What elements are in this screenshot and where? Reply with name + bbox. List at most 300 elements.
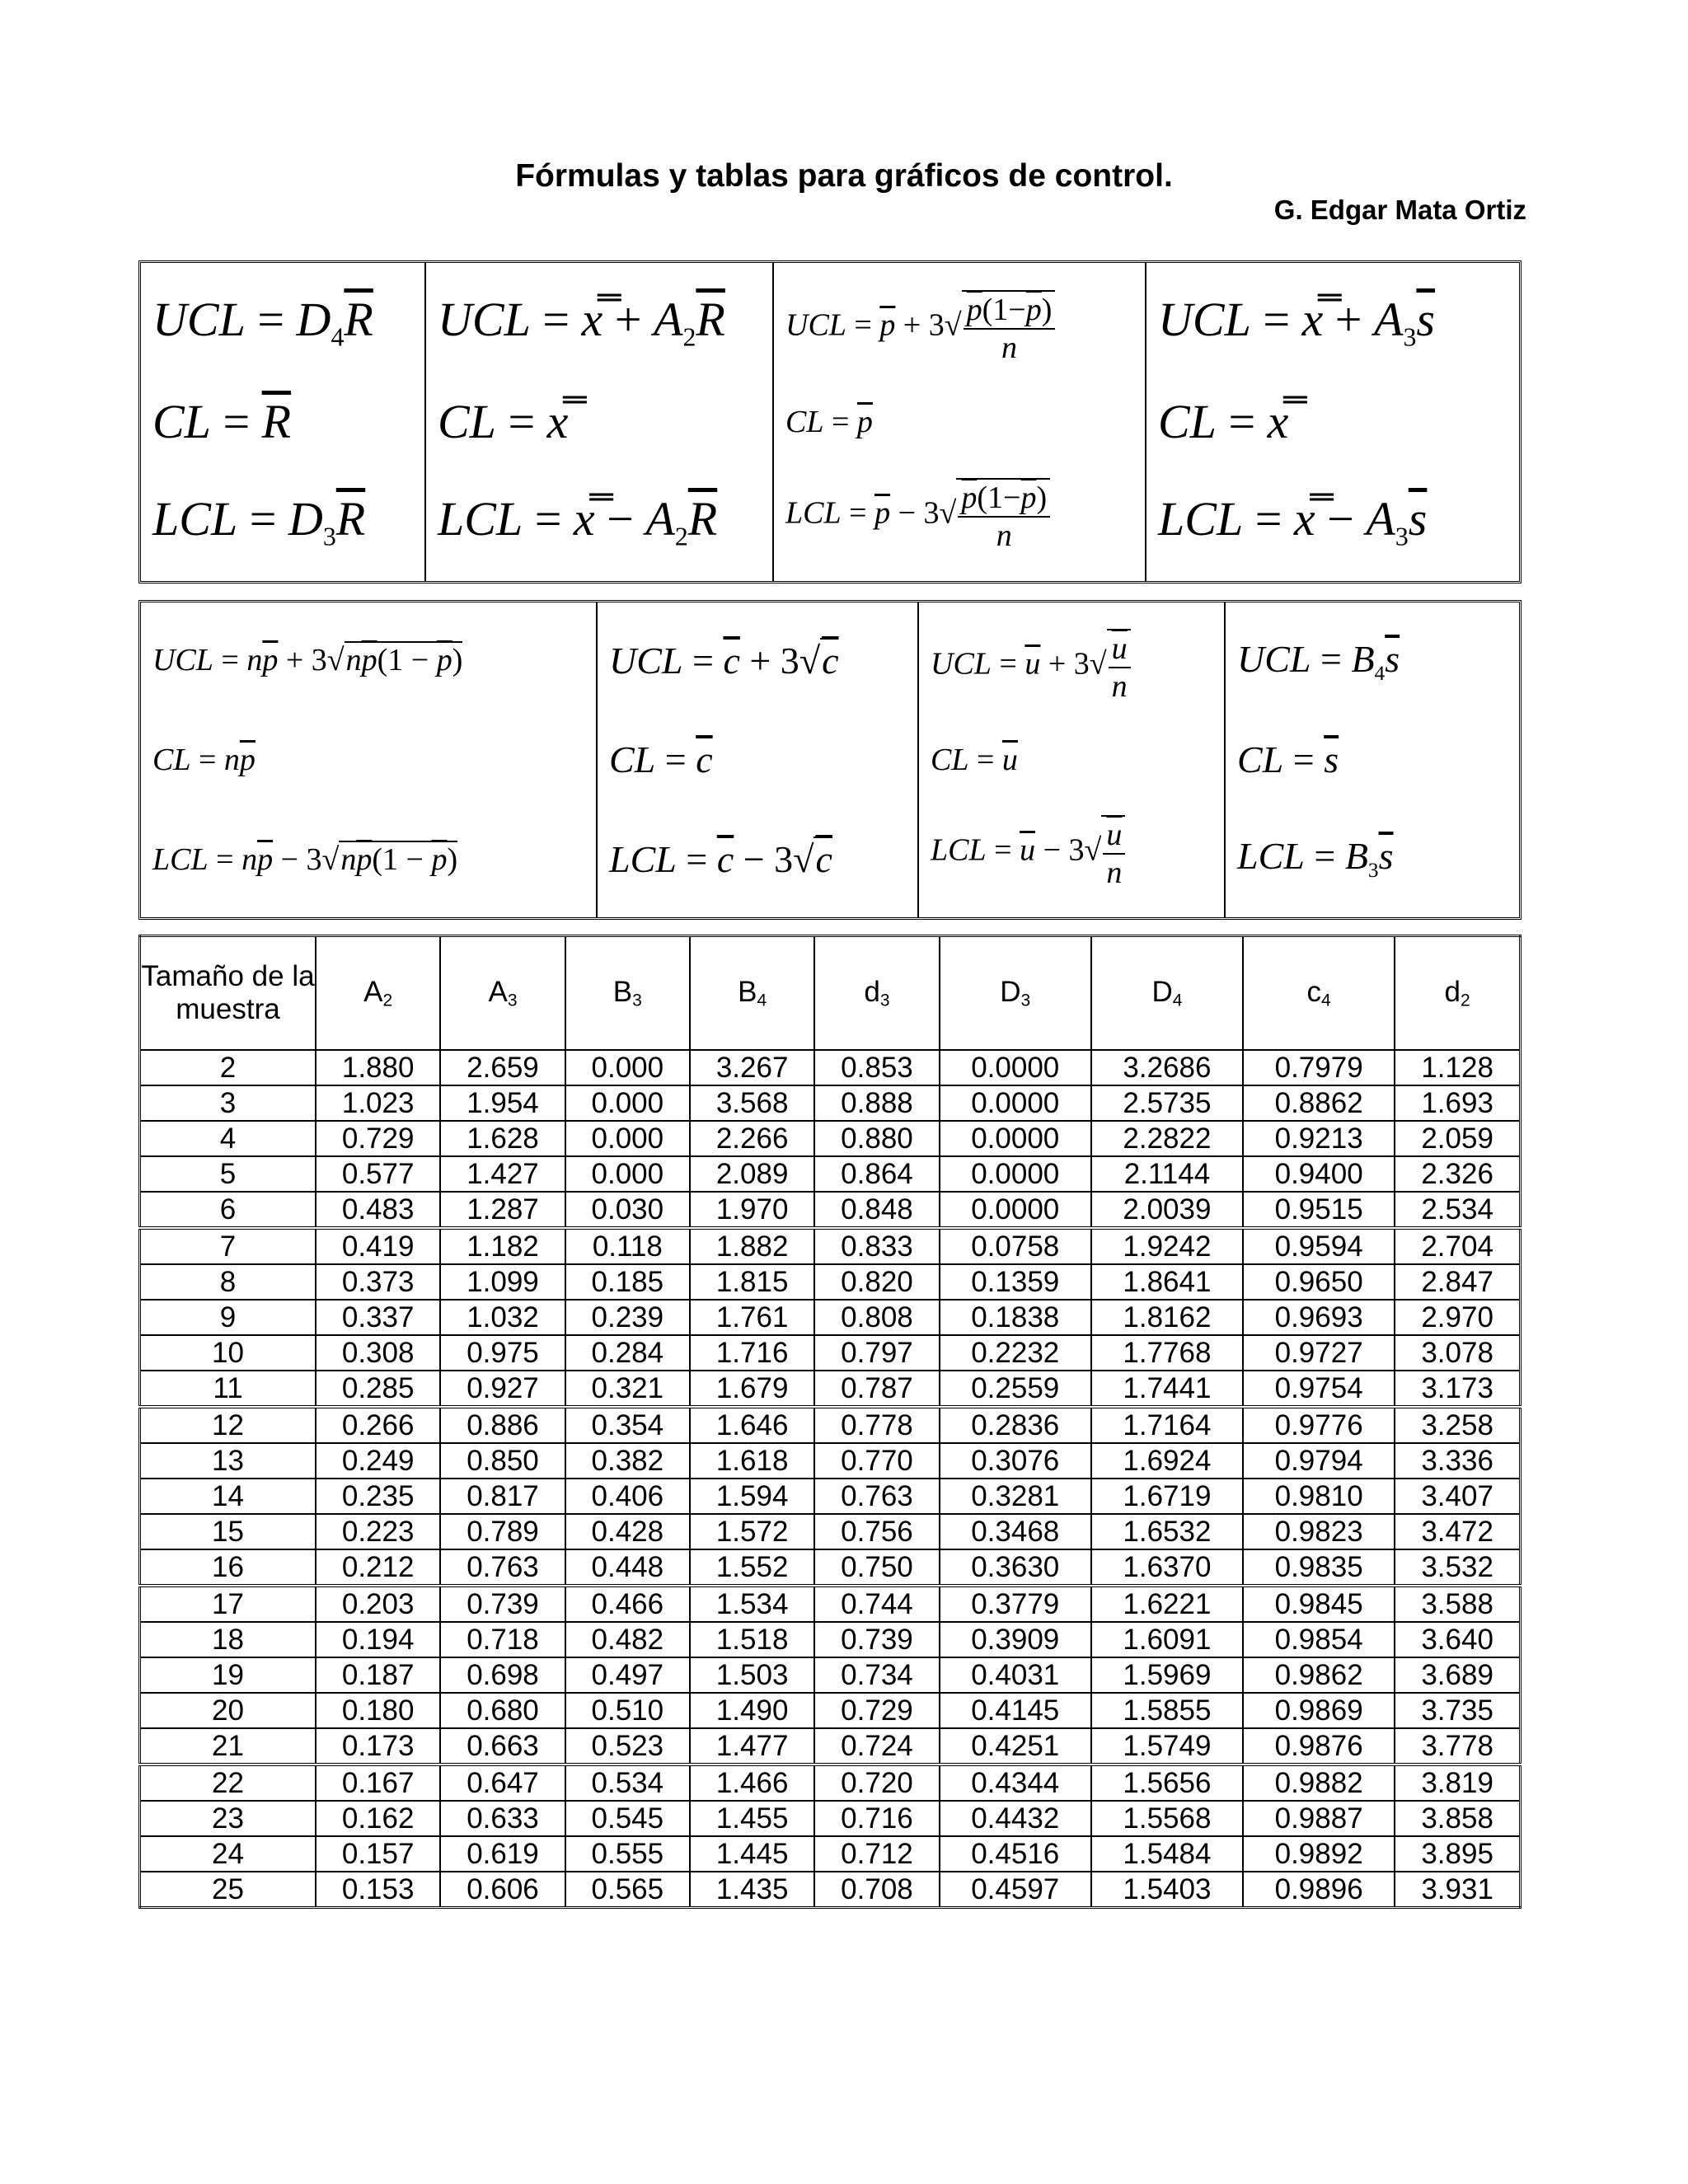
author-name: G. Edgar Mata Ortiz [1273, 194, 1526, 225]
cell-d4: 1.8162 [1091, 1300, 1243, 1335]
cell-c4: 0.7979 [1243, 1050, 1395, 1085]
cell-sample-size: 20 [140, 1693, 316, 1728]
cell-sample-size: 5 [140, 1156, 316, 1192]
cell-a3: 0.739 [440, 1586, 565, 1622]
cell-c4: 0.9869 [1243, 1693, 1395, 1728]
cell-c4: 0.9754 [1243, 1371, 1395, 1407]
cell-a2: 0.173 [316, 1728, 440, 1765]
formula-xbar-r-chart [426, 263, 774, 581]
table-row [140, 1121, 1521, 1156]
cell-d3-upper: 0.2836 [940, 1407, 1091, 1443]
cell-d4: 1.6924 [1091, 1443, 1243, 1479]
table-row [140, 1693, 1521, 1728]
formula-ucl: UCL = $\overline{c} + 3√c$ [609, 639, 839, 682]
cell-b4: 1.679 [690, 1371, 814, 1407]
cell-d3-upper: 0.1359 [940, 1264, 1091, 1300]
formula-lcl: LCL = x̿ − $A_2\overline{R}$ [438, 492, 718, 551]
cell-sample-size: 8 [140, 1264, 316, 1300]
cell-b4: 3.568 [690, 1085, 814, 1121]
cell-a2: 0.483 [316, 1192, 440, 1228]
cell-sample-size: 24 [140, 1836, 316, 1872]
cell-b3: 0.185 [565, 1264, 690, 1300]
cell-sample-size: 15 [140, 1514, 316, 1549]
cell-a3: 1.032 [440, 1300, 565, 1335]
cell-d4: 2.1144 [1091, 1156, 1243, 1192]
formula-lcl: LCL = $B_3\overline{s}$ [1237, 835, 1394, 883]
cell-sample-size: 19 [140, 1657, 316, 1693]
cell-b4: 1.455 [690, 1801, 814, 1836]
cell-d3-upper: 0.3468 [940, 1514, 1091, 1549]
cell-a3: 1.287 [440, 1192, 565, 1228]
cell-sample-size: 25 [140, 1872, 316, 1908]
cell-a3: 0.606 [440, 1872, 565, 1908]
cell-d3-upper: 0.3281 [940, 1479, 1091, 1514]
cell-b3: 0.428 [565, 1514, 690, 1549]
cell-a2: 0.419 [316, 1228, 440, 1264]
cell-d4: 2.2822 [1091, 1121, 1243, 1156]
cell-a3: 0.886 [440, 1407, 565, 1443]
cell-sample-size: 2 [140, 1050, 316, 1085]
cell-a3: 0.633 [440, 1801, 565, 1836]
cell-sample-size: 13 [140, 1443, 316, 1479]
cell-a3: 1.182 [440, 1228, 565, 1264]
table-row [140, 1765, 1521, 1801]
table-row [140, 1728, 1521, 1765]
cell-a2: 1.023 [316, 1085, 440, 1121]
cell-d2: 2.534 [1395, 1192, 1520, 1228]
cell-d3-lower: 0.744 [814, 1586, 939, 1622]
cell-a2: 1.880 [316, 1050, 440, 1085]
cell-d2: 2.704 [1395, 1228, 1520, 1264]
cell-b4: 1.815 [690, 1264, 814, 1300]
cell-d3-upper: 0.2559 [940, 1371, 1091, 1407]
header-d3-lower: d3 [814, 936, 939, 1051]
formula-r-chart [141, 263, 426, 581]
cell-a2: 0.157 [316, 1836, 440, 1872]
cell-d3-lower: 0.853 [814, 1050, 939, 1085]
cell-d3-upper: 0.4597 [940, 1872, 1091, 1908]
cell-b4: 1.534 [690, 1586, 814, 1622]
cell-c4: 0.9213 [1243, 1121, 1395, 1156]
cell-d3-lower: 0.797 [814, 1335, 939, 1371]
formula-ucl: UCL = $\overline{p} + 3√$ $\frac{p(1-\overline{p})}{n}$ [785, 290, 1133, 366]
cell-d2: 3.407 [1395, 1479, 1520, 1514]
cell-a3: 0.817 [440, 1479, 565, 1514]
header-d4: D4 [1091, 936, 1243, 1051]
formula-cl: CL = $n\overline{p}$ [152, 742, 256, 777]
cell-a2: 0.235 [316, 1479, 440, 1514]
cell-a3: 1.628 [440, 1121, 565, 1156]
cell-b4: 1.572 [690, 1514, 814, 1549]
cell-b3: 0.000 [565, 1121, 690, 1156]
table-row [140, 1514, 1521, 1549]
formula-ucl: UCL = $B_4\overline{s}$ [1237, 637, 1400, 685]
cell-d2: 2.326 [1395, 1156, 1520, 1192]
table-row [140, 1443, 1521, 1479]
cell-d3-upper: 0.3779 [940, 1586, 1091, 1622]
cell-b4: 1.435 [690, 1872, 814, 1908]
cell-c4: 0.9887 [1243, 1801, 1395, 1836]
cell-d3-upper: 0.4344 [940, 1765, 1091, 1801]
cell-d3-lower: 0.888 [814, 1085, 939, 1121]
formula-lcl: LCL = $\overline{p} - 3√$ $\frac{p(1-\overline{p})}{n}$ [785, 478, 1133, 554]
formula-lcl: LCL = $D_3\overline{R}$ [152, 492, 366, 551]
formula-np-chart [141, 602, 598, 917]
cell-a3: 0.850 [440, 1443, 565, 1479]
formula-xbar-s-chart [1146, 263, 1519, 581]
cell-d3-lower: 0.820 [814, 1264, 939, 1300]
formula-ucl: UCL = $n\overline{p} + 3√n\overline{p}(1 - \overline{p})$ [152, 643, 463, 678]
cell-a2: 0.180 [316, 1693, 440, 1728]
cell-sample-size: 9 [140, 1300, 316, 1335]
table-row [140, 1050, 1521, 1085]
cell-a2: 0.223 [316, 1514, 440, 1549]
formula-cl: CL = $\overline{s}$ [1237, 738, 1339, 781]
cell-a3: 0.763 [440, 1549, 565, 1586]
cell-c4: 0.9896 [1243, 1872, 1395, 1908]
cell-d4: 1.5855 [1091, 1693, 1243, 1728]
cell-b3: 0.284 [565, 1335, 690, 1371]
header-a2: A2 [316, 936, 440, 1051]
formula-ucl: UCL = $\overline{u} + 3√$ $\frac{u}{n}$ [931, 629, 1212, 705]
cell-b3: 0.354 [565, 1407, 690, 1443]
cell-d3-upper: 0.0000 [940, 1156, 1091, 1192]
cell-d4: 1.5656 [1091, 1765, 1243, 1801]
cell-a3: 0.975 [440, 1335, 565, 1371]
cell-b4: 1.970 [690, 1192, 814, 1228]
cell-c4: 0.9515 [1243, 1192, 1395, 1228]
cell-d4: 1.5568 [1091, 1801, 1243, 1836]
cell-d3-upper: 0.1838 [940, 1300, 1091, 1335]
cell-d4: 1.7441 [1091, 1371, 1243, 1407]
cell-d4: 1.6091 [1091, 1622, 1243, 1657]
cell-b3: 0.321 [565, 1371, 690, 1407]
cell-b3: 0.239 [565, 1300, 690, 1335]
cell-a2: 0.187 [316, 1657, 440, 1693]
table-row [140, 1371, 1521, 1407]
cell-b4: 1.618 [690, 1443, 814, 1479]
table-row [140, 1479, 1521, 1514]
cell-c4: 0.9650 [1243, 1264, 1395, 1300]
cell-sample-size: 7 [140, 1228, 316, 1264]
cell-c4: 0.9776 [1243, 1407, 1395, 1443]
cell-b4: 1.466 [690, 1765, 814, 1801]
cell-sample-size: 17 [140, 1586, 316, 1622]
cell-a2: 0.373 [316, 1264, 440, 1300]
cell-d4: 1.8641 [1091, 1264, 1243, 1300]
cell-d3-lower: 0.720 [814, 1765, 939, 1801]
cell-d2: 3.173 [1395, 1371, 1520, 1407]
cell-b4: 1.882 [690, 1228, 814, 1264]
cell-c4: 0.9876 [1243, 1728, 1395, 1765]
cell-a3: 0.680 [440, 1693, 565, 1728]
cell-d3-lower: 0.787 [814, 1371, 939, 1407]
cell-c4: 0.9693 [1243, 1300, 1395, 1335]
cell-d3-lower: 0.750 [814, 1549, 939, 1586]
cell-d4: 3.2686 [1091, 1050, 1243, 1085]
cell-d3-lower: 0.848 [814, 1192, 939, 1228]
cell-d3-lower: 0.808 [814, 1300, 939, 1335]
table-row [140, 1801, 1521, 1836]
cell-c4: 0.9794 [1243, 1443, 1395, 1479]
cell-d3-lower: 0.724 [814, 1728, 939, 1765]
cell-a3: 0.698 [440, 1657, 565, 1693]
cell-a2: 0.266 [316, 1407, 440, 1443]
cell-b3: 0.497 [565, 1657, 690, 1693]
cell-d4: 1.9242 [1091, 1228, 1243, 1264]
cell-b4: 1.477 [690, 1728, 814, 1765]
cell-d3-lower: 0.763 [814, 1479, 939, 1514]
cell-sample-size: 22 [140, 1765, 316, 1801]
cell-d3-upper: 0.3909 [940, 1622, 1091, 1657]
cell-b4: 1.490 [690, 1693, 814, 1728]
formula-s-chart [1226, 602, 1519, 917]
cell-b4: 1.716 [690, 1335, 814, 1371]
cell-a2: 0.249 [316, 1443, 440, 1479]
cell-a2: 0.194 [316, 1622, 440, 1657]
cell-b4: 1.552 [690, 1549, 814, 1586]
cell-d2: 3.078 [1395, 1335, 1520, 1371]
cell-d3-upper: 0.4145 [940, 1693, 1091, 1728]
cell-b4: 1.445 [690, 1836, 814, 1872]
cell-d2: 2.059 [1395, 1121, 1520, 1156]
cell-sample-size: 12 [140, 1407, 316, 1443]
cell-d4: 1.5403 [1091, 1872, 1243, 1908]
cell-c4: 0.9892 [1243, 1836, 1395, 1872]
table-row [140, 1872, 1521, 1908]
cell-b4: 2.089 [690, 1156, 814, 1192]
cell-b4: 1.594 [690, 1479, 814, 1514]
cell-d3-upper: 0.4031 [940, 1657, 1091, 1693]
cell-a3: 1.954 [440, 1085, 565, 1121]
cell-sample-size: 18 [140, 1622, 316, 1657]
cell-c4: 0.9835 [1243, 1549, 1395, 1586]
cell-b3: 0.448 [565, 1549, 690, 1586]
cell-d2: 3.735 [1395, 1693, 1520, 1728]
cell-c4: 0.9845 [1243, 1586, 1395, 1622]
cell-sample-size: 23 [140, 1801, 316, 1836]
formula-p-chart [774, 263, 1146, 581]
cell-d3-lower: 0.708 [814, 1872, 939, 1908]
cell-b3: 0.523 [565, 1728, 690, 1765]
cell-c4: 0.9854 [1243, 1622, 1395, 1657]
cell-d2: 2.847 [1395, 1264, 1520, 1300]
cell-c4: 0.9400 [1243, 1156, 1395, 1192]
formula-cl: CL = x̿ [438, 395, 569, 449]
table-row [140, 1264, 1521, 1300]
cell-d3-lower: 0.880 [814, 1121, 939, 1156]
cell-d2: 1.128 [1395, 1050, 1520, 1085]
cell-d3-upper: 0.3076 [940, 1443, 1091, 1479]
formula-cl: CL = $\overline{u}$ [931, 742, 1018, 777]
cell-d3-upper: 0.2232 [940, 1335, 1091, 1371]
cell-b3: 0.000 [565, 1050, 690, 1085]
table-row [140, 1085, 1521, 1121]
formula-cl: CL = x̿ [1158, 395, 1289, 449]
cell-c4: 0.9594 [1243, 1228, 1395, 1264]
cell-a3: 1.427 [440, 1156, 565, 1192]
formula-lcl: LCL = $\overline{u} - 3√$ $\frac{u}{n}$ [931, 815, 1212, 891]
cell-d3-lower: 0.770 [814, 1443, 939, 1479]
cell-d3-upper: 0.4432 [940, 1801, 1091, 1836]
cell-d3-upper: 0.3630 [940, 1549, 1091, 1586]
formula-box-variables [138, 260, 1522, 583]
cell-d3-upper: 0.0000 [940, 1121, 1091, 1156]
formula-u-chart [919, 602, 1226, 917]
cell-a2: 0.203 [316, 1586, 440, 1622]
cell-d4: 2.0039 [1091, 1192, 1243, 1228]
table-row [140, 1836, 1521, 1872]
cell-d4: 1.7768 [1091, 1335, 1243, 1371]
cell-a2: 0.308 [316, 1335, 440, 1371]
cell-d2: 3.472 [1395, 1514, 1520, 1549]
cell-b3: 0.406 [565, 1479, 690, 1514]
cell-c4: 0.9882 [1243, 1765, 1395, 1801]
cell-a3: 1.099 [440, 1264, 565, 1300]
cell-d3-upper: 0.0000 [940, 1050, 1091, 1085]
cell-b4: 1.518 [690, 1622, 814, 1657]
cell-a3: 0.647 [440, 1765, 565, 1801]
header-b3: B3 [565, 936, 690, 1051]
table-row [140, 1657, 1521, 1693]
cell-d2: 3.532 [1395, 1549, 1520, 1586]
cell-b4: 2.266 [690, 1121, 814, 1156]
cell-a2: 0.337 [316, 1300, 440, 1335]
table-row [140, 1156, 1521, 1192]
cell-d2: 3.858 [1395, 1801, 1520, 1836]
cell-a3: 2.659 [440, 1050, 565, 1085]
cell-a3: 0.718 [440, 1622, 565, 1657]
page-title: Fórmulas y tablas para gráficos de control. [515, 158, 1173, 194]
cell-d2: 3.819 [1395, 1765, 1520, 1801]
cell-d3-upper: 0.4251 [940, 1728, 1091, 1765]
cell-sample-size: 11 [140, 1371, 316, 1407]
cell-d4: 1.5484 [1091, 1836, 1243, 1872]
table-row [140, 1407, 1521, 1443]
cell-d4: 2.5735 [1091, 1085, 1243, 1121]
cell-sample-size: 6 [140, 1192, 316, 1228]
cell-c4: 0.9810 [1243, 1479, 1395, 1514]
cell-d3-upper: 0.0758 [940, 1228, 1091, 1264]
formula-cl: CL = $\overline{R}$ [152, 395, 292, 449]
cell-sample-size: 21 [140, 1728, 316, 1765]
cell-a2: 0.167 [316, 1765, 440, 1801]
cell-d3-lower: 0.739 [814, 1622, 939, 1657]
cell-sample-size: 16 [140, 1549, 316, 1586]
cell-d3-lower: 0.864 [814, 1156, 939, 1192]
cell-b3: 0.030 [565, 1192, 690, 1228]
control-chart-constants-table [138, 935, 1522, 1909]
cell-b4: 1.503 [690, 1657, 814, 1693]
cell-b4: 1.646 [690, 1407, 814, 1443]
cell-sample-size: 3 [140, 1085, 316, 1121]
cell-d4: 1.6532 [1091, 1514, 1243, 1549]
cell-a2: 0.212 [316, 1549, 440, 1586]
formula-ucl: UCL = $D_4\overline{R}$ [152, 293, 373, 352]
cell-d4: 1.5749 [1091, 1728, 1243, 1765]
cell-c4: 0.9862 [1243, 1657, 1395, 1693]
cell-d2: 3.895 [1395, 1836, 1520, 1872]
cell-a3: 0.927 [440, 1371, 565, 1407]
cell-a2: 0.153 [316, 1872, 440, 1908]
cell-d3-lower: 0.716 [814, 1801, 939, 1836]
table-row [140, 1335, 1521, 1371]
header-d3-upper: D3 [940, 936, 1091, 1051]
cell-d4: 1.6719 [1091, 1479, 1243, 1514]
table-row [140, 1586, 1521, 1622]
table-row [140, 1192, 1521, 1228]
table-body [140, 1050, 1521, 1908]
cell-b3: 0.534 [565, 1765, 690, 1801]
formula-ucl: UCL = x̿ + $A_2\overline{R}$ [438, 293, 725, 352]
formula-cl: CL = $\overline{p}$ [785, 405, 873, 439]
cell-b3: 0.000 [565, 1085, 690, 1121]
formula-lcl: LCL = $\overline{c} - 3√c$ [609, 838, 832, 881]
cell-a2: 0.285 [316, 1371, 440, 1407]
formula-cl: CL = $\overline{c}$ [609, 738, 713, 781]
cell-d4: 1.7164 [1091, 1407, 1243, 1443]
cell-d3-lower: 0.734 [814, 1657, 939, 1693]
formula-lcl: LCL = $n\overline{p} - 3√n\overline{p}(1 - \overline{p})$ [152, 841, 458, 877]
cell-c4: 0.8862 [1243, 1085, 1395, 1121]
cell-sample-size: 4 [140, 1121, 316, 1156]
header-c4: c4 [1243, 936, 1395, 1051]
cell-d2: 3.640 [1395, 1622, 1520, 1657]
cell-a2: 0.162 [316, 1801, 440, 1836]
cell-b3: 0.482 [565, 1622, 690, 1657]
cell-d3-lower: 0.778 [814, 1407, 939, 1443]
cell-d3-lower: 0.833 [814, 1228, 939, 1264]
cell-d4: 1.6221 [1091, 1586, 1243, 1622]
cell-d3-upper: 0.4516 [940, 1836, 1091, 1872]
header-b4: B4 [690, 936, 814, 1051]
table-row [140, 1300, 1521, 1335]
cell-d3-lower: 0.729 [814, 1693, 939, 1728]
cell-d2: 3.778 [1395, 1728, 1520, 1765]
header-a3: A3 [440, 936, 565, 1051]
cell-d2: 1.693 [1395, 1085, 1520, 1121]
cell-d3-lower: 0.712 [814, 1836, 939, 1872]
cell-a2: 0.729 [316, 1121, 440, 1156]
cell-b3: 0.555 [565, 1836, 690, 1872]
cell-b3: 0.000 [565, 1156, 690, 1192]
cell-d2: 3.689 [1395, 1657, 1520, 1693]
cell-d3-upper: 0.0000 [940, 1085, 1091, 1121]
table-row [140, 1228, 1521, 1264]
cell-a3: 0.619 [440, 1836, 565, 1872]
formula-box-attributes [138, 600, 1522, 920]
cell-d2: 3.931 [1395, 1872, 1520, 1908]
cell-d4: 1.5969 [1091, 1657, 1243, 1693]
cell-sample-size: 14 [140, 1479, 316, 1514]
cell-a3: 0.663 [440, 1728, 565, 1765]
cell-c4: 0.9727 [1243, 1335, 1395, 1371]
cell-d2: 3.258 [1395, 1407, 1520, 1443]
cell-b4: 3.267 [690, 1050, 814, 1085]
cell-sample-size: 10 [140, 1335, 316, 1371]
cell-a2: 0.577 [316, 1156, 440, 1192]
cell-b3: 0.545 [565, 1801, 690, 1836]
formula-lcl: LCL = x̿ − $A_3\overline{s}$ [1158, 492, 1428, 551]
cell-d3-upper: 0.0000 [940, 1192, 1091, 1228]
cell-b3: 0.118 [565, 1228, 690, 1264]
table-row [140, 1622, 1521, 1657]
cell-d3-lower: 0.756 [814, 1514, 939, 1549]
cell-b3: 0.510 [565, 1693, 690, 1728]
cell-a3: 0.789 [440, 1514, 565, 1549]
formula-c-chart [598, 602, 919, 917]
cell-b3: 0.565 [565, 1872, 690, 1908]
